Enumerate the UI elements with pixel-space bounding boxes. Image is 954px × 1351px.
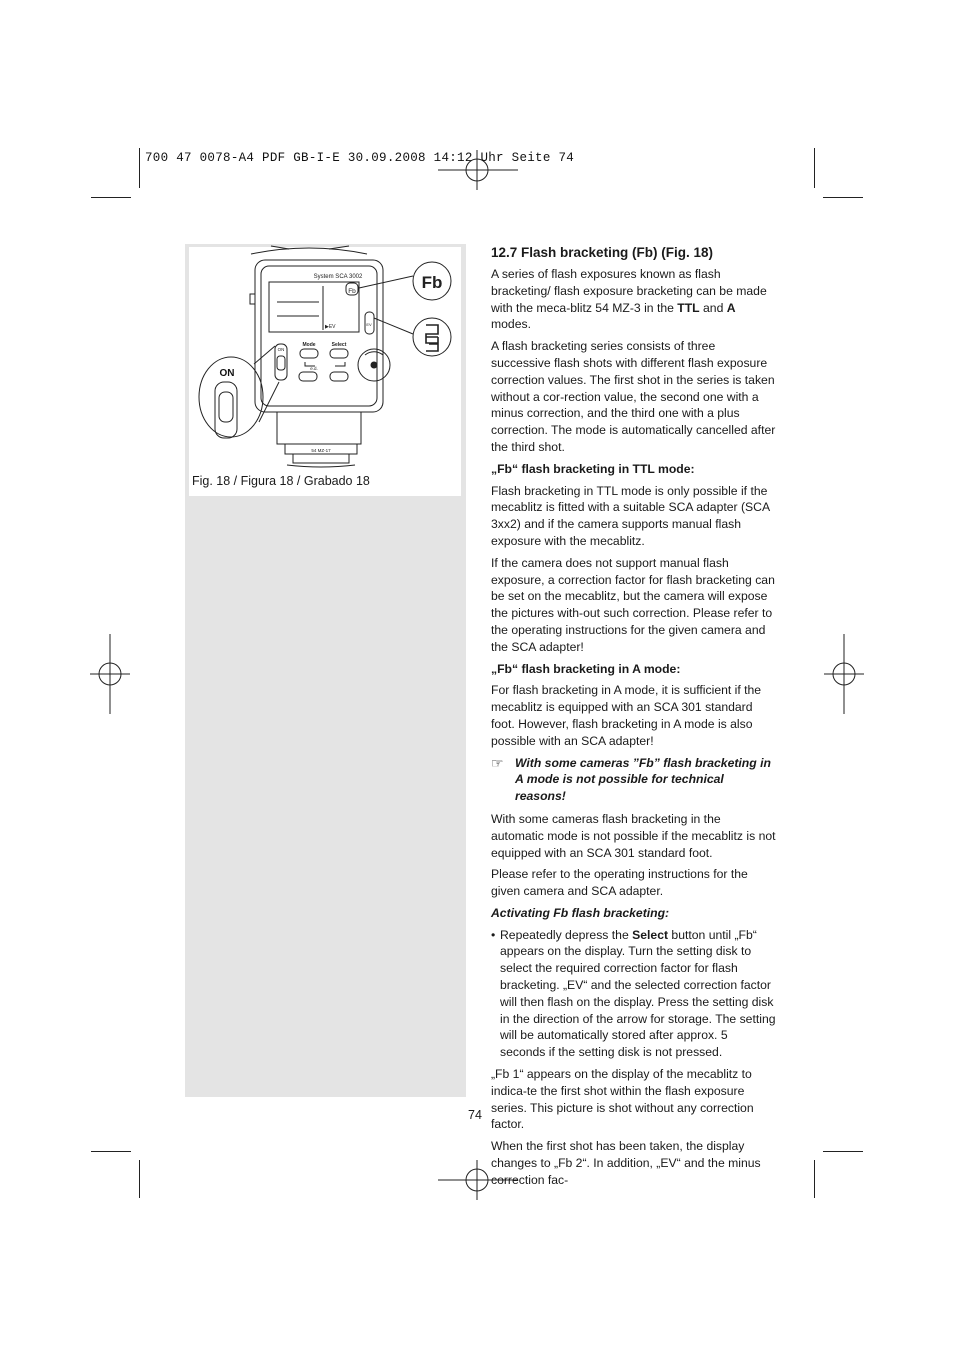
foot-label: 54 MZ-17	[311, 448, 331, 453]
on-switch-small-label: ON	[277, 347, 285, 352]
subheading-activating: Activating Fb flash bracketing:	[491, 905, 670, 920]
select-button-label: Select	[331, 342, 347, 348]
paragraph: „Fb 1“ appears on the display of the mecablitz to indica-te the first shot within the flash exposure series. This picture is shot without any correction factor.	[491, 1067, 754, 1132]
paragraph: When the first shot has been taken, the display changes to „Fb 2“. In addition, „EV“ and the minus correction fac-	[491, 1139, 761, 1187]
paragraph: With some cameras flash bracketing in the automatic mode is not possible if the mecablitz is not equipped with an SCA 301 standard foot.	[491, 811, 776, 860]
page-number: 74	[468, 1108, 482, 1122]
registration-mark-left	[90, 634, 130, 714]
mode-button-label: Mode	[302, 342, 316, 348]
registration-mark-right	[824, 634, 864, 714]
subheading-ttl: „Fb“ flash bracketing in TTL mode:	[491, 461, 695, 476]
crop-mark	[814, 1160, 815, 1198]
crop-mark	[814, 148, 815, 188]
callout-on-label: ON	[219, 368, 235, 379]
paragraph: Flash bracketing in TTL mode is only possible if the mecablitz is fitted with a suitable SCA adapter (SCA 3xx2) and if the camera supports manual flash exposure with the mecablitz.	[491, 483, 770, 548]
crop-mark	[91, 197, 131, 198]
paragraph: If the camera does not support manual flash exposure, a correction factor for flash bracketing can be set on the mecablitz, but the camera will expose the pictures with-out such correction. Please refer to the operating instructions for the given camera and the SCA adapter!	[491, 555, 775, 654]
crop-mark	[139, 1160, 140, 1198]
paragraph: For flash bracketing in A mode, it is sufficient if the mecablitz is equipped with an SCA 301 standard foot. However, flash bracketing in A mode is also possible with an SCA adapter!	[491, 683, 762, 748]
bullet-mark: •	[491, 927, 496, 942]
paragraph: A flash bracketing series consists of three successive flash shots with different flash exposure correction values. The first shot in the series is taken without a cor-rection value, the second one with a minus correction, and the third one with a plus correction. The mode is automatically cancelled after the third shot.	[491, 339, 776, 454]
note-text: With some cameras ”Fb” flash bracketing in A mode is not possible for technical reasons!	[515, 755, 771, 804]
display-ev-label: ▶EV	[325, 324, 336, 330]
note-block	[491, 755, 776, 805]
crop-mark	[91, 1151, 131, 1152]
pointing-hand-icon: ☞	[491, 754, 504, 771]
flash-unit-illustration	[189, 240, 461, 472]
crop-mark	[139, 148, 140, 188]
crop-mark	[823, 1151, 863, 1152]
body-text-column	[491, 244, 776, 1194]
list-item	[491, 927, 776, 1061]
el-label: e.d.	[310, 366, 318, 371]
brand-label: System SCA 3002	[313, 274, 363, 280]
callout-fb-label: Fb	[421, 273, 443, 292]
display-fb-label: Fb	[348, 288, 356, 295]
list-item-text: Repeatedly depress the Select button until „Fb“ appears on the display. Turn the setting disk to select the required correction factor for flash bracketing. „EV“ and the selected correction factor will then flash on the display. Press the setting disk in the direction of the arrow for storage. The setting will be automatically stored after approx. 5 seconds if the setting disk is not pressed.	[500, 927, 776, 1060]
subheading-a-mode: „Fb“ flash bracketing in A mode:	[491, 661, 681, 676]
paragraph: Please refer to the operating instructions for the given camera and SCA adapter.	[491, 867, 748, 899]
crop-mark	[823, 197, 863, 198]
ev-scale-label: EV	[366, 322, 372, 327]
paragraph: A series of flash exposures known as flash bracketing/ flash exposure bracketing can be made with the meca-blitz 54 MZ-3 in the TTL and A modes.	[491, 267, 767, 332]
print-job-line: 700 47 0078-A4 PDF GB-I-E 30.09.2008 14:12 Uhr Seite 74	[145, 151, 575, 165]
section-title: 12.7 Flash bracketing (Fb) (Fig. 18)	[491, 245, 714, 260]
figure-caption: Fig. 18 / Figura 18 / Grabado 18	[192, 474, 370, 488]
